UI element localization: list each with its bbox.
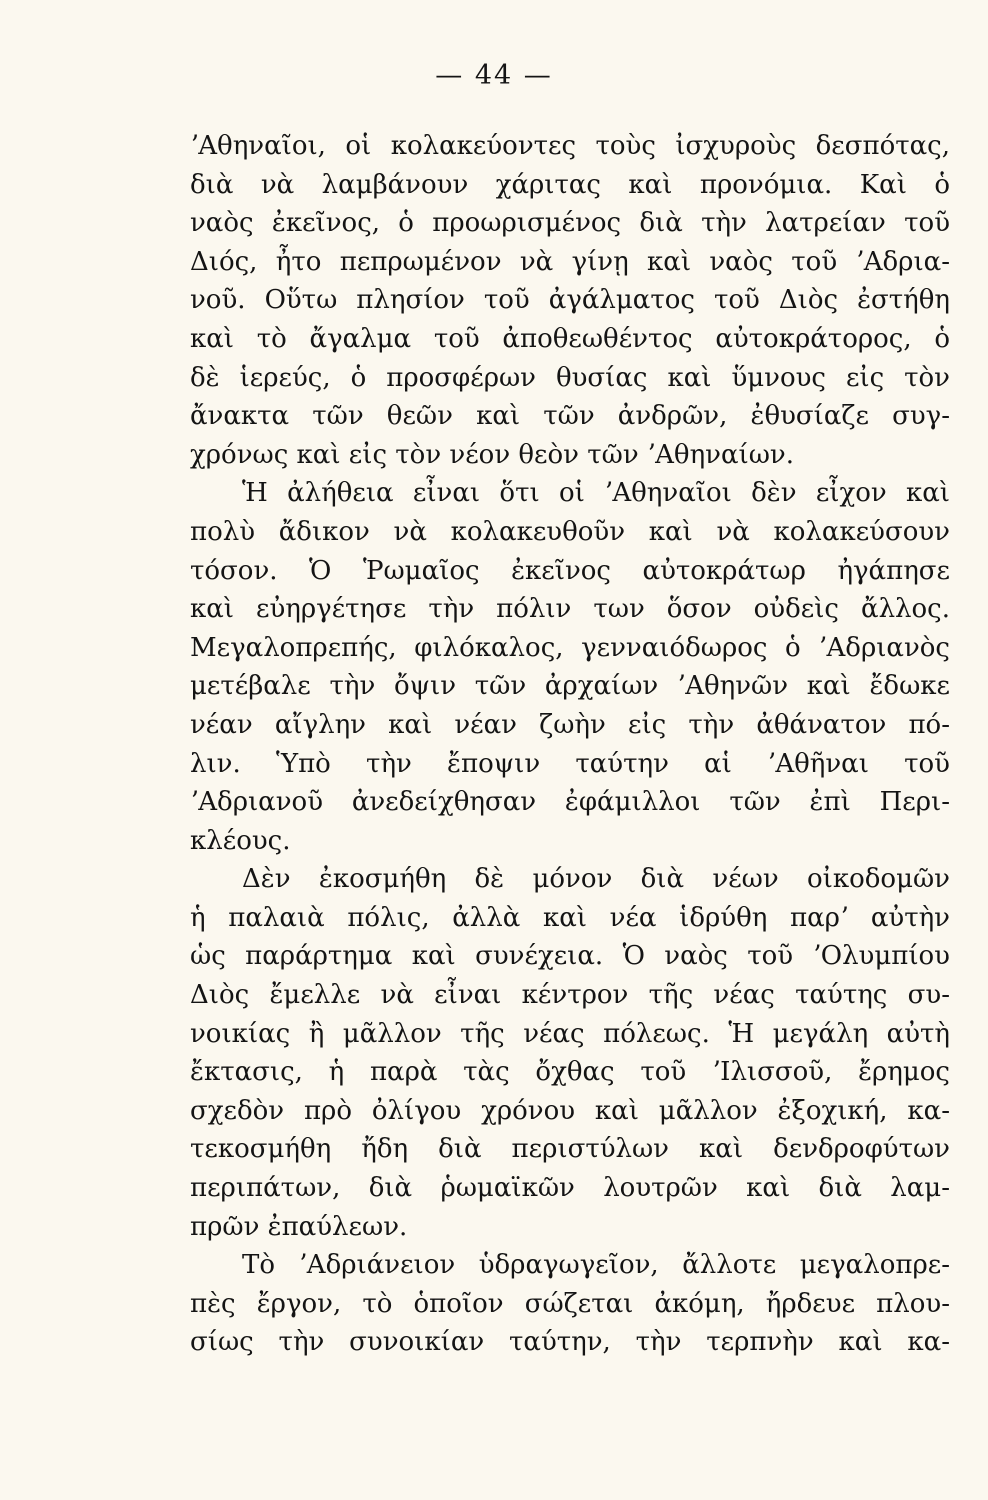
text-line: ʼΑδριανοῦ ἀνεδείχθησαν ἐφάμιλλοι τῶν ἐπὶ Περι-: [190, 787, 950, 818]
text-line: Μεγαλοπρεπής, φιλόκαλος, γενναιόδωρος ὁ ʼΑδριανὸς: [190, 632, 950, 663]
text-line: ʼΑθηναῖοι, οἱ κολακεύοντες τοὺς ἰσχυροὺς δεσπότας,: [190, 131, 950, 161]
text-line: διὰ νὰ λαμβάνουν χάριτας καὶ προνόμια. Καὶ ὁ: [190, 169, 950, 200]
text-line: Διός, ἦτο πεπρωμένον νὰ γίνῃ καὶ ναὸς τοῦ ʼΑδρια-: [190, 246, 950, 277]
page-number: — 44 —: [435, 60, 553, 91]
text-line: λιν. Ὑπὸ τὴν ἔποψιν ταύτην αἱ ʼΑθῆναι τοῦ: [190, 748, 950, 779]
text-line: χρόνως καὶ εἰς τὸν νέον θεὸν τῶν ʼΑθηναίων.: [190, 439, 794, 470]
text-line: καὶ εὐηργέτησε τὴν πόλιν των ὅσον οὐδεὶς ἄλλος.: [190, 594, 950, 625]
text-line: μετέβαλε τὴν ὄψιν τῶν ἀρχαίων ʼΑθηνῶν καὶ ἔδωκε: [190, 671, 950, 702]
text-line: νοῦ. Οὕτω πλησίον τοῦ ἀγάλματος τοῦ Διὸς ἐστήθη: [190, 285, 950, 316]
body-text: [190, 127, 950, 1362]
text-line: ναὸς ἐκεῖνος, ὁ προωρισμένος διὰ τὴν λατρείαν τοῦ: [190, 208, 950, 239]
text-line: ἔκτασις, ἡ παρὰ τὰς ὄχθας τοῦ ʼΙλισσοῦ, ἔρημος: [190, 1057, 950, 1088]
text-line: σίως τὴν συνοικίαν ταύτην, τὴν τερπνὴν καὶ κα-: [190, 1327, 950, 1358]
text-line: νέαν αἴγλην καὶ νέαν ζωὴν εἰς τὴν ἀθάνατον πό-: [190, 709, 950, 740]
text-line: περιπάτων, διὰ ῥωμαϊκῶν λουτρῶν καὶ διὰ λαμ-: [190, 1173, 950, 1204]
text-line: Ἡ ἀλήθεια εἶναι ὅτι οἱ ʼΑθηναῖοι δὲν εἶχον καὶ: [242, 478, 950, 509]
text-line: σχεδὸν πρὸ ὀλίγου χρόνου καὶ μᾶλλον ἐξοχική, κα-: [190, 1095, 950, 1126]
text-line: πὲς ἔργον, τὸ ὁποῖον σώζεται ἀκόμη, ἤρδευε πλου-: [190, 1288, 950, 1319]
text-line: τόσον. Ὁ Ῥωμαῖος ἐκεῖνος αὐτοκράτωρ ἠγάπησε: [190, 555, 950, 586]
text-line: ὡς παράρτημα καὶ συνέχεια. Ὁ ναὸς τοῦ ʼΟλυμπίου: [190, 941, 950, 972]
text-line: δὲ ἱερεύς, ὁ προσφέρων θυσίας καὶ ὕμνους εἰς τὸν: [190, 362, 950, 393]
text-line: νοικίας ἢ μᾶλλον τῆς νέας πόλεως. Ἡ μεγάλη αὐτὴ: [190, 1018, 950, 1049]
text-line: Τὸ ʼΑδριάνειον ὑδραγωγεῖον, ἄλλοτε μεγαλοπρε-: [242, 1250, 950, 1281]
text-line: Διὸς ἔμελλε νὰ εἶναι κέντρον τῆς νέας ταύτης συ-: [190, 980, 950, 1011]
text-line: ἡ παλαιὰ πόλις, ἀλλὰ καὶ νέα ἱδρύθη παρʼ αὐτὴν: [190, 902, 950, 933]
text-line: Δὲν ἐκοσμήθη δὲ μόνον διὰ νέων οἰκοδομῶν: [242, 864, 950, 895]
text-line: κλέους.: [190, 825, 291, 856]
text-line: πολὺ ἄδικον νὰ κολακευθοῦν καὶ νὰ κολακεύσουν: [190, 516, 950, 547]
text-line: ἄνακτα τῶν θεῶν καὶ τῶν ἀνδρῶν, ἐθυσίαζε συγ-: [190, 401, 950, 432]
text-line: πρῶν ἐπαύλεων.: [190, 1211, 408, 1242]
text-line: καὶ τὸ ἄγαλμα τοῦ ἀποθεωθέντος αὐτοκράτορος, ὁ: [190, 323, 950, 354]
text-line: τεκοσμήθη ἤδη διὰ περιστύλων καὶ δενδροφύτων: [190, 1134, 950, 1165]
